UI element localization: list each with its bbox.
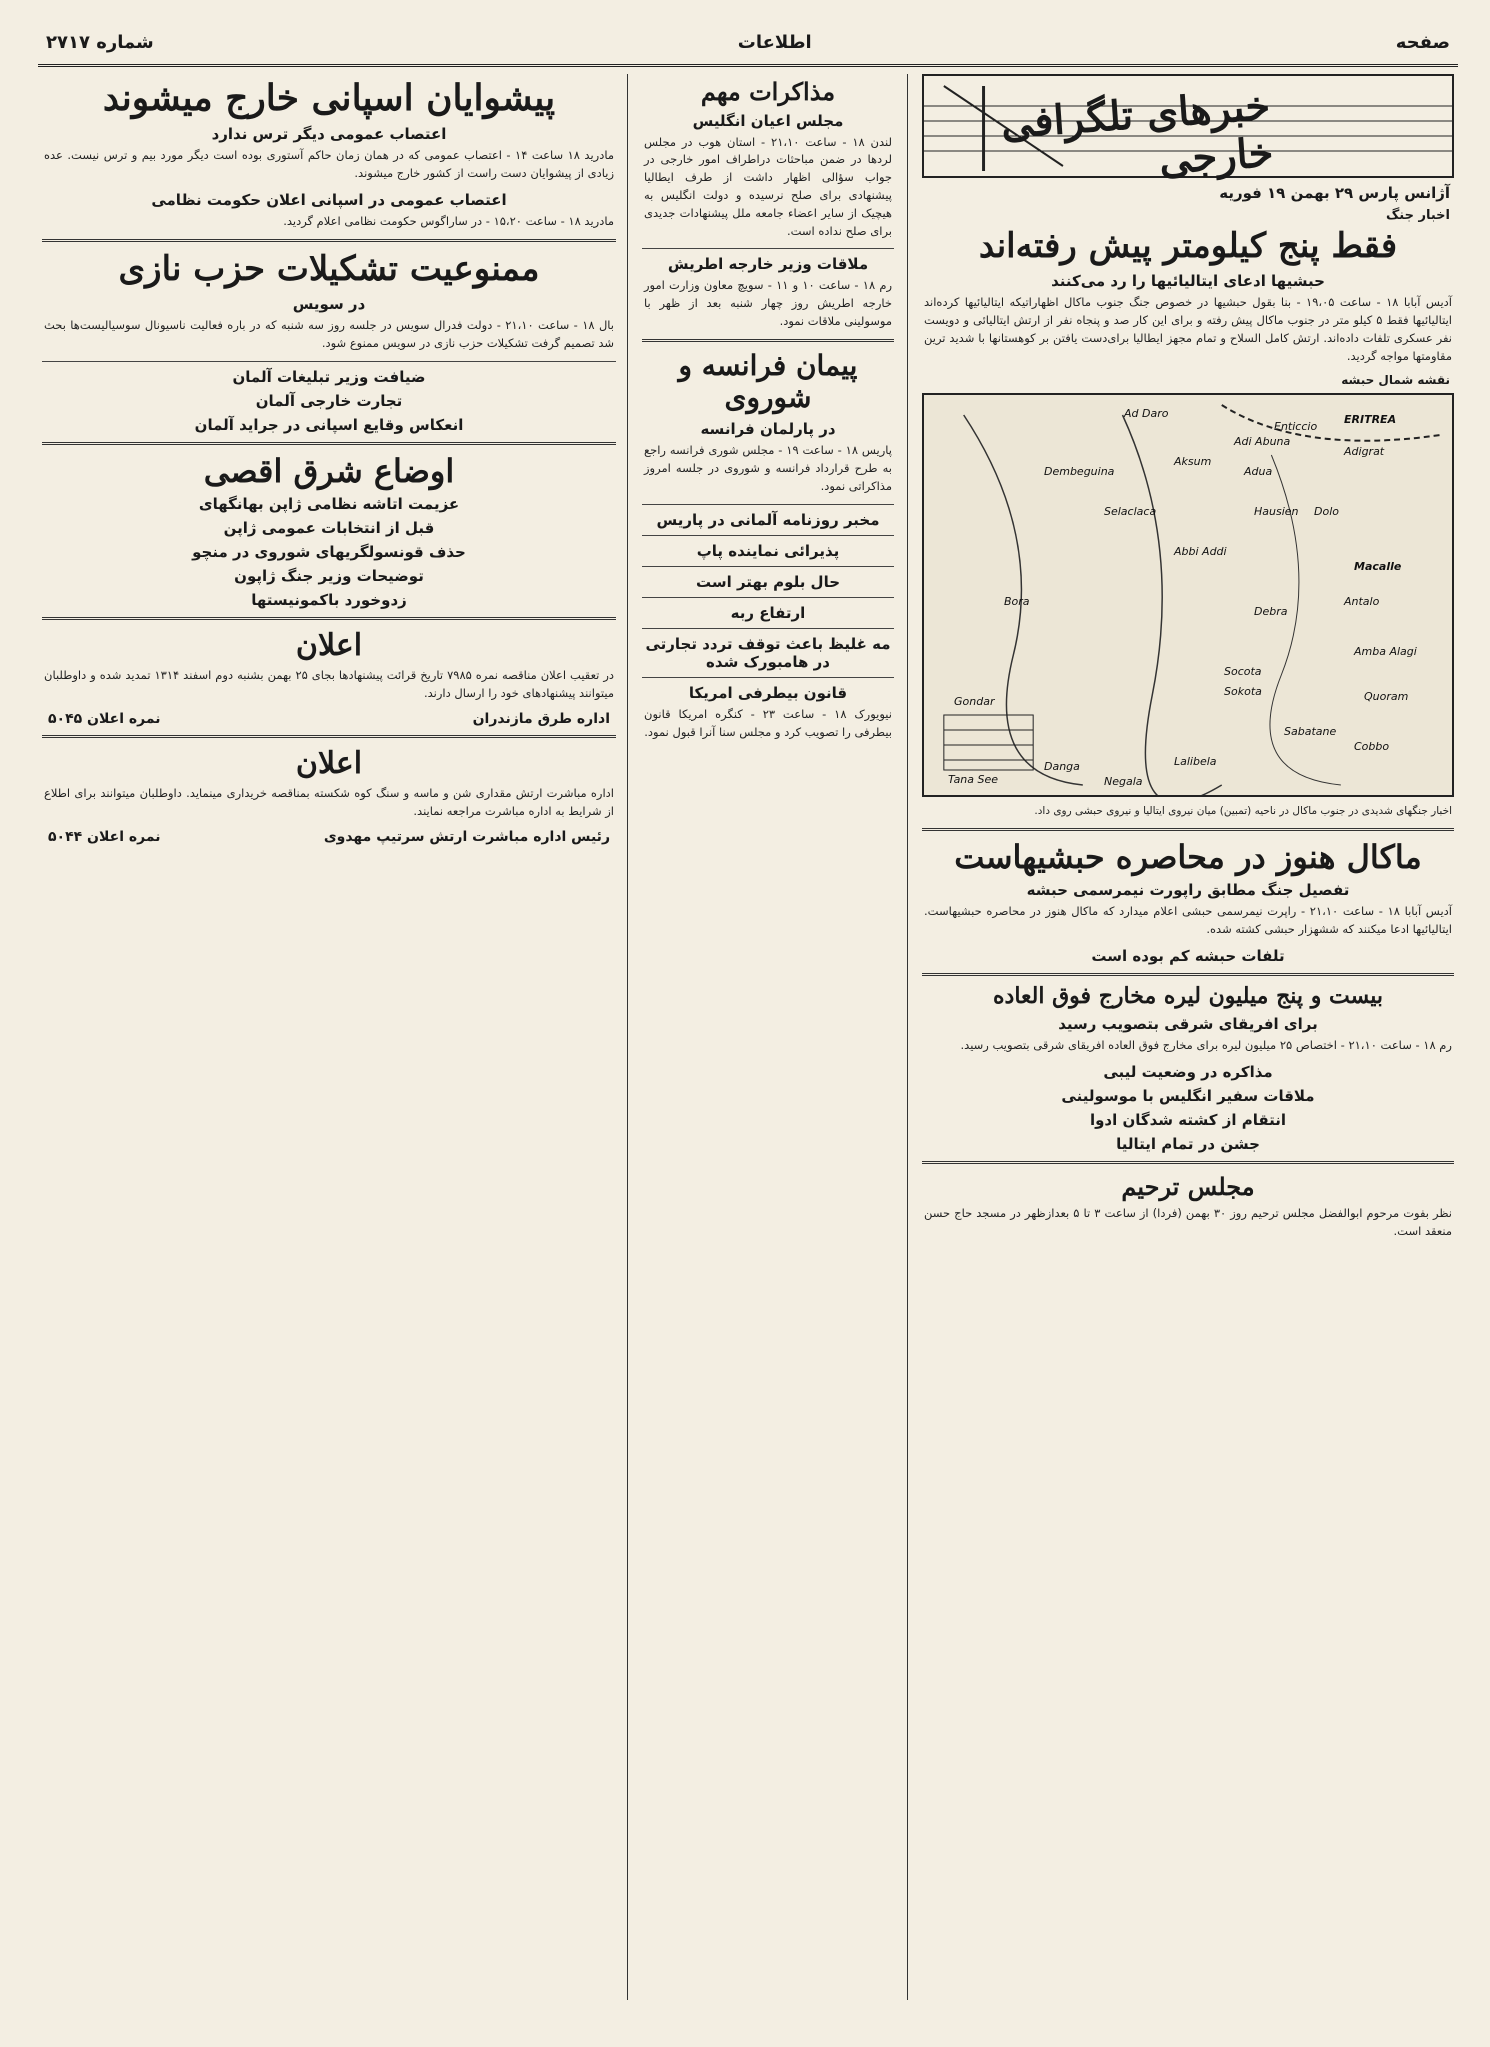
subheadline-japan-war-minister: توضیحات وزیر جنگ ژاپون <box>234 567 424 586</box>
notice1-number: نمره اعلان ۵۰۴۵ <box>48 710 161 727</box>
article-martial-body: مادرید ۱۸ - ساعت ۱۵،۲۰ - در ساراگوس حکومت نظامی اعلام گردید. <box>283 214 614 229</box>
map-label-adigrat: Adigrat <box>1344 445 1385 459</box>
newspaper-page <box>38 20 1458 2020</box>
notice2-title: اعلان <box>295 745 363 781</box>
subheadline-communists: زدوخورد باکمونیستها <box>251 591 407 610</box>
map-label-quoram: Quoram <box>1364 690 1409 704</box>
subheadline-propaganda-minister: ضیافت وزیر تبلیغات آلمان <box>232 367 426 386</box>
subheadline-german-correspondent: مخبر روزنامه آلمانی در پاریس <box>656 510 880 529</box>
map-caption: اخبار جنگهای شدیدی در جنوب ماکال در ناحیه (تمبین) میان نیروی ایتالیا و نیروی حبشی روی داد. <box>1034 805 1452 818</box>
subheadline-attache: عزیمت اتاشه نظامی ژاپن بهانگهای <box>198 495 460 514</box>
map-north-abyssinia <box>922 393 1454 797</box>
headline-pact: پیمان فرانسه و شوروی <box>678 348 858 415</box>
map-label-gondar: Gondar <box>954 695 995 709</box>
article-austria-body: رم ۱۸ - ساعت ۱۰ و ۱۱ - سویچ معاون وزارت امور خارجه اطریش روز چهار شنبه بعد از ظهر با موسولینی ملاقات نمود. <box>644 278 892 329</box>
notice1-title: اعلان <box>295 628 363 664</box>
subheadline-soviet-consulates: حذف قونسولگریهای شوروی در منچو <box>192 543 466 562</box>
memorial-text: نظر بفوت مرحوم ابوالفضل مجلس ترحیم روز ۳۰ بهمن (فردا) از ساعت ۳ تا ۵ بعدازظهر در مسجد حاج حسن منعقد است. <box>924 1206 1453 1238</box>
memorial-title: مجلس ترحیم <box>1121 1172 1255 1202</box>
notice1-text: در تعقیب اعلان مناقصه نمره ۷۹۸۵ تاریخ قرائت پیشنهادها بجای ۲۵ بهمن بشنبه دوم اسفند ۱۳۱۴ تمدید شده و داوطلبان میتوانند پیشنهادهای خود را ارسال دارند. <box>44 668 614 701</box>
issue-number: شماره ۲۷۱۷ <box>46 31 154 53</box>
notice1-signature: اداره طرق مازندران <box>472 710 610 727</box>
map-label-enticcio: Enticcio <box>1274 420 1318 434</box>
subheadline-german-trade: تجارت خارجی آلمان <box>255 391 403 410</box>
masthead <box>38 20 1458 67</box>
article-lords-body: لندن ۱۸ - ساعت ۲۱،۱۰ - استان هوب در مجلس لردها در ضمن مباحثات دراطراف امور خارجی در جواب سؤالی اظهار داشت از طرف ایطالیا پیشنهادی برای صلح نرسیده و دولت انگلیس به هیچیک از سایر اعضاء جامعه ملل پیشنهادات جدیدی برای صلح نداده است. <box>644 134 892 238</box>
map-label-adua: Adua <box>1244 465 1273 479</box>
subheadline-adwa: انتقام از کشته شدگان ادوا <box>1089 1111 1287 1130</box>
map-label-adi-abuna: Adi Abuna <box>1234 435 1291 449</box>
map-label-antalo: Antalo <box>1344 595 1380 609</box>
map-label-amba-alagi: Amba Alagi <box>1354 645 1417 659</box>
subheadline-austria: ملاقات وزیر خارجه اطریش <box>667 255 869 274</box>
foreign-news-banner <box>922 74 1454 184</box>
notice2-text: اداره مباشرت ارتش مقداری شن و ماسه و سنگ کوه شکسته بمناقصه خریداری مینماید. داوطلبان میتوانند برای اطلاع از شرایط به اداره مباشرت مراجعه نمایند. <box>44 785 614 818</box>
notice2-signature: رئیس اداره مباشرت ارتش سرتیپ مهدوی <box>323 828 610 845</box>
article-neutrality-body: نیویورک ۱۸ - ساعت ۲۳ - کنگره امریکا قانون بیطرفی را تصویب کرد و مجلس سنا آنرا قبول نمود. <box>644 706 892 739</box>
map-label-tana-see: Tana See <box>948 773 999 787</box>
map-label-debra: Debra <box>1254 605 1288 619</box>
article-makale-body: آدیس آبابا ۱۸ - ساعت ۲۱،۱۰ - راپرت نیمرسمی حبشی اعلام میدارد که ماکال هنوز در محاصره حبشیهاست. ایتالیائیها ادعا میکنند که ششهزار حبشی کشته شده. <box>924 904 1452 937</box>
subheadline-parliament: در پارلمان فرانسه <box>700 420 836 439</box>
paper-name: اطلاعات <box>737 31 812 53</box>
map-label-cobbo: Cobbo <box>1354 740 1390 754</box>
subheadline-ambassador: ملاقات سفیر انگلیس با موسولینی <box>1061 1087 1315 1106</box>
article-pact-body: پاریس ۱۸ - ساعت ۱۹ - مجلس شوری فرانسه راجع به طرح قرارداد فرانسه و شوروی در جلسه امروز مذاکراتی نمود. <box>644 443 892 493</box>
article-body: آدیس آبابا ۱۸ - ساعت ۱۹،۰۵ - بنا بقول حبشیها در خصوص جنگ جنوب ماکال اظهاراتیکه ایتالیائیها کرده‌اند ایتالیائیها فقط ۵ کیلو متر در جنوب ماکال پیش رفته و برای این کار صد و پنجاه نفر از ارتش ایتالیائی و دویست نفر عسکری تلفات داده‌اند. ارتش کامل السلاح و تمام مجهز ایطالیا برای‌دست یافتن بر کوهستانها با شدید ترین مقاومتها مواجه گردید. <box>924 295 1452 363</box>
subheadline-switzerland: در سویس <box>292 294 366 313</box>
article-nazi-body: بال ۱۸ - ساعت ۲۱،۱۰ - دولت فدرال سویس در جلسه روز سه شنبه که در باره فعالیت ناسیونال سوسیالیست‌ها بحث شد تصمیم گرفت تشکیلات حزب نازی در سویس ممنوع شود. <box>44 317 615 350</box>
subheadline-lords: مجلس اعیان انگلیس <box>692 111 844 130</box>
subheadline-martial-law: اعتصاب عمومی در اسپانی اعلان حکومت نظامی <box>151 191 507 210</box>
map-label-socota: Socota <box>1224 665 1262 679</box>
map-label-aksum: Aksum <box>1174 455 1212 469</box>
subheadline-casualties: تلفات حبشه کم بوده است <box>1091 947 1285 966</box>
map-label-hausien: Hausien <box>1254 505 1299 519</box>
map-label-sokota: Sokota <box>1224 685 1262 699</box>
dateline: آژانس پارس ۲۹ بهمن ۱۹ فوریه <box>1219 184 1450 202</box>
headline-negotiations: مذاکرات مهم <box>700 77 836 106</box>
map-label-danga: Danga <box>1044 760 1080 774</box>
map-label-sabatane: Sabatane <box>1284 725 1337 739</box>
headline-far-east: اوضاع شرق اقصی <box>203 451 455 490</box>
map-label-selaclaca: Selaclaca <box>1104 505 1157 519</box>
subheadline-rhine: ارتفاع ربه <box>730 603 806 622</box>
map-label-lalibela: Lalibela <box>1174 755 1217 769</box>
subheadline-blum: حال بلوم بهتر است <box>695 572 841 591</box>
map-label-dolo: Dolo <box>1314 505 1339 519</box>
column-right <box>918 74 1458 1249</box>
map-label-abbi-addi: Abbi Addi <box>1174 545 1227 559</box>
map-title: نقشه شمال حبشه <box>1341 373 1450 388</box>
map-label-dembeguina: Dembeguina <box>1044 465 1115 479</box>
section-label: اخبار جنگ <box>1385 208 1450 223</box>
map-label-macalle: Macalle <box>1354 560 1402 574</box>
column-middle <box>638 74 898 749</box>
banner-title: خبرهای تلگرافی خارجی <box>999 81 1275 184</box>
subheadline-pope-envoy: پذیرائی نماینده پاپ <box>696 541 840 560</box>
subheadline-celebration: جشن در تمام ایتالیا <box>1116 1135 1260 1154</box>
map-label-bora: Bora <box>1004 595 1030 609</box>
notice2-number: نمره اعلان ۵۰۴۴ <box>48 828 161 845</box>
map-label-eritrea: ERITREA <box>1344 413 1397 427</box>
subheadline-german-press: انعکاس وقایع اسپانی در جراید آلمان <box>194 415 464 434</box>
column-left <box>38 74 620 849</box>
article-budget-body: رم ۱۸ - ساعت ۲۱،۱۰ - اختصاص ۲۵ میلیون لیره برای مخارج فوق العاده افریقای شرقی بتصویب رسید. <box>960 1038 1452 1053</box>
subheadline-libya: مذاکره در وضعیت لیبی <box>1103 1063 1273 1082</box>
subheadline-budget: برای افریقای شرقی بتصویب رسید <box>1058 1015 1318 1034</box>
subheadline-us-neutrality: قانون بیطرفی امریکا <box>688 683 848 702</box>
article-spain-body: مادرید ۱۸ ساعت ۱۴ - اعتصاب عمومی که در همان زمان حاکم آستوری بوده است دیگر مورد بیم و ترس نیست. عده زیادی از پیشوایان دست راست از کشور خارج میشوند. <box>44 148 615 181</box>
headline-makale: ماکال هنوز در محاصره حبشیهاست <box>954 837 1422 876</box>
subheadline-makale: تفصیل جنگ مطابق راپورت نیمرسمی حبشه <box>1026 881 1350 900</box>
headline-nazi-ban: ممنوعیت تشکیلات حزب نازی <box>118 248 540 289</box>
headline-main: فقط پنج کیلومتر پیش رفته‌اند <box>978 226 1398 266</box>
page-label: صفحه <box>1395 31 1450 53</box>
subheadline-strike: اعتصاب عمومی دیگر ترس ندارد <box>211 125 447 144</box>
map-label-negala: Negala <box>1104 775 1143 789</box>
subheadline-japan-elections: قبل از انتخابات عمومی ژاپن <box>223 519 435 538</box>
headline-spain: پیشوایان اسپانی خارج میشوند <box>102 77 556 119</box>
subheadline-hamburg-fog: مه غلیظ باعث توقف تردد تجارتی در هامبورک شده <box>645 634 891 671</box>
headline-budget: بیست و پنج میلیون لیره مخارج فوق العاده <box>993 983 1383 1010</box>
map-label-ad-daro: Ad Daro <box>1124 407 1169 421</box>
subheadline-main: حبشیها ادعای ایتالیائیها را رد می‌کنند <box>1051 272 1325 291</box>
